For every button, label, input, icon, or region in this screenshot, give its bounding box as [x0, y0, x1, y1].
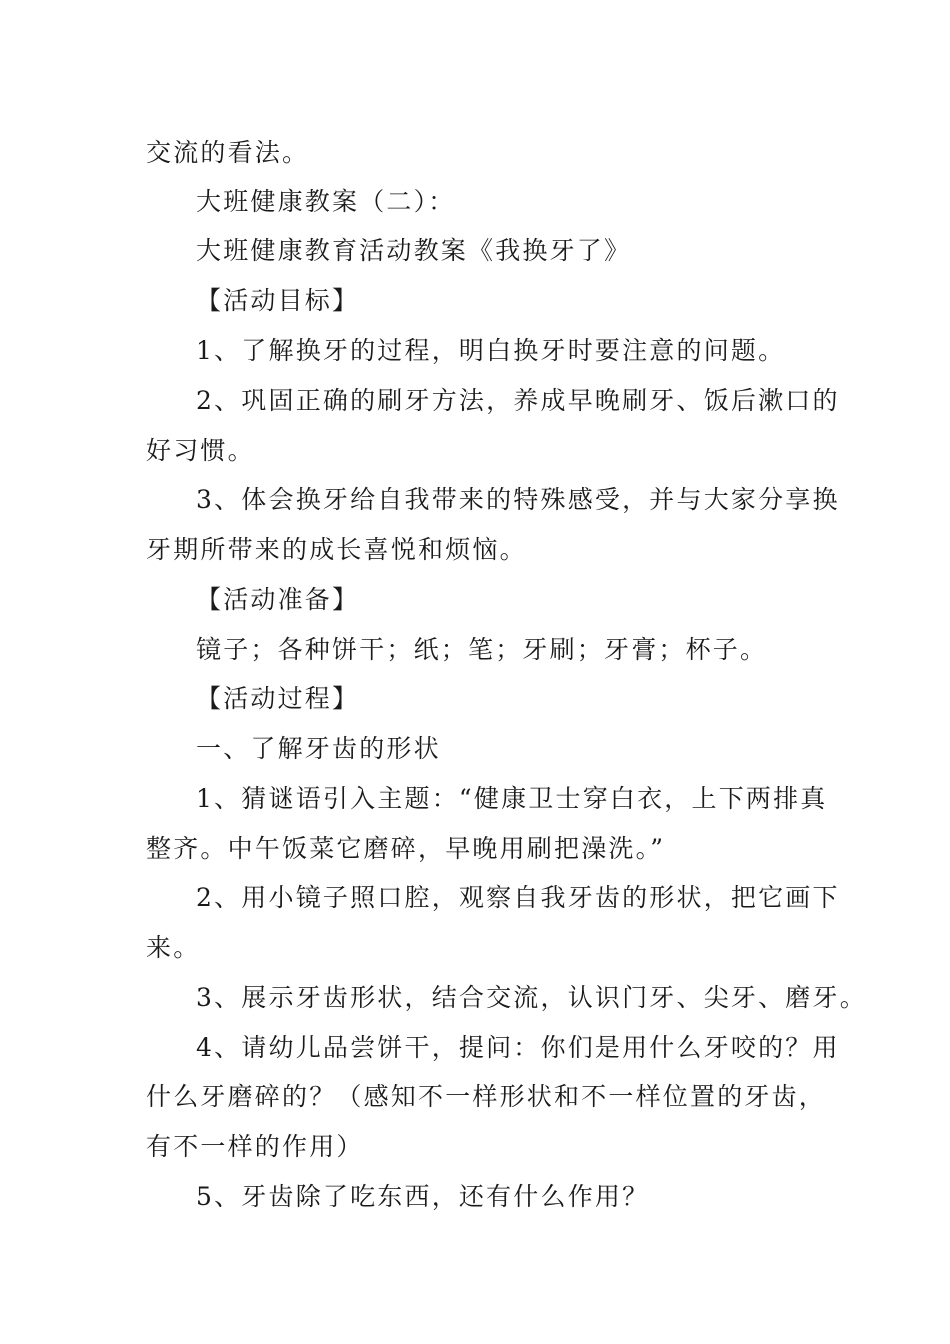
goals-heading: 【活动目标】	[196, 286, 360, 315]
process-item-4: 4、请幼儿品尝饼干，提问：你们是用什么牙咬的？用	[196, 1033, 840, 1062]
process-item-1: 1、猜谜语引入主题：“健康卫士穿白衣，上下两排真	[196, 784, 828, 813]
process-item-2: 2、用小镜子照口腔，观察自我牙齿的形状，把它画下	[196, 883, 840, 912]
process-item-4-continuation-2: 有不一样的作用）	[146, 1132, 364, 1161]
goal-item-1: 1、了解换牙的过程，明白换牙时要注意的问题。	[196, 336, 786, 365]
goal-item-3: 3、体会换牙给自我带来的特殊感受，并与大家分享换	[196, 485, 840, 514]
process-item-1-continuation: 整齐。中午饭菜它磨碎，早晚用刷把澡洗。”	[146, 834, 666, 863]
goal-item-2-continuation: 好习惯。	[146, 436, 255, 465]
process-item-2-continuation: 来。	[146, 933, 201, 962]
section-heading: 大班健康教案（二）：	[196, 187, 456, 216]
preparation-heading: 【活动准备】	[196, 585, 360, 614]
process-item-3: 3、展示牙齿形状，结合交流，认识门牙、尖牙、磨牙。	[196, 983, 867, 1012]
process-step-heading: 一、了解牙齿的形状	[196, 734, 441, 763]
paragraph-continuation-line: 交流的看法。	[146, 138, 310, 167]
preparation-materials: 镜子；各种饼干；纸；笔；牙刷；牙膏；杯子。	[196, 635, 768, 664]
goal-item-2: 2、巩固正确的刷牙方法，养成早晚刷牙、饭后漱口的	[196, 386, 840, 415]
process-heading: 【活动过程】	[196, 684, 360, 713]
goal-item-3-continuation: 牙期所带来的成长喜悦和烦恼。	[146, 535, 527, 564]
process-item-5: 5、牙齿除了吃东西，还有什么作用？	[196, 1182, 650, 1211]
lesson-title: 大班健康教育活动教案《我换牙了》	[196, 236, 632, 265]
process-item-4-continuation-1: 什么牙磨碎的？（感知不一样形状和不一样位置的牙齿，	[146, 1082, 827, 1111]
